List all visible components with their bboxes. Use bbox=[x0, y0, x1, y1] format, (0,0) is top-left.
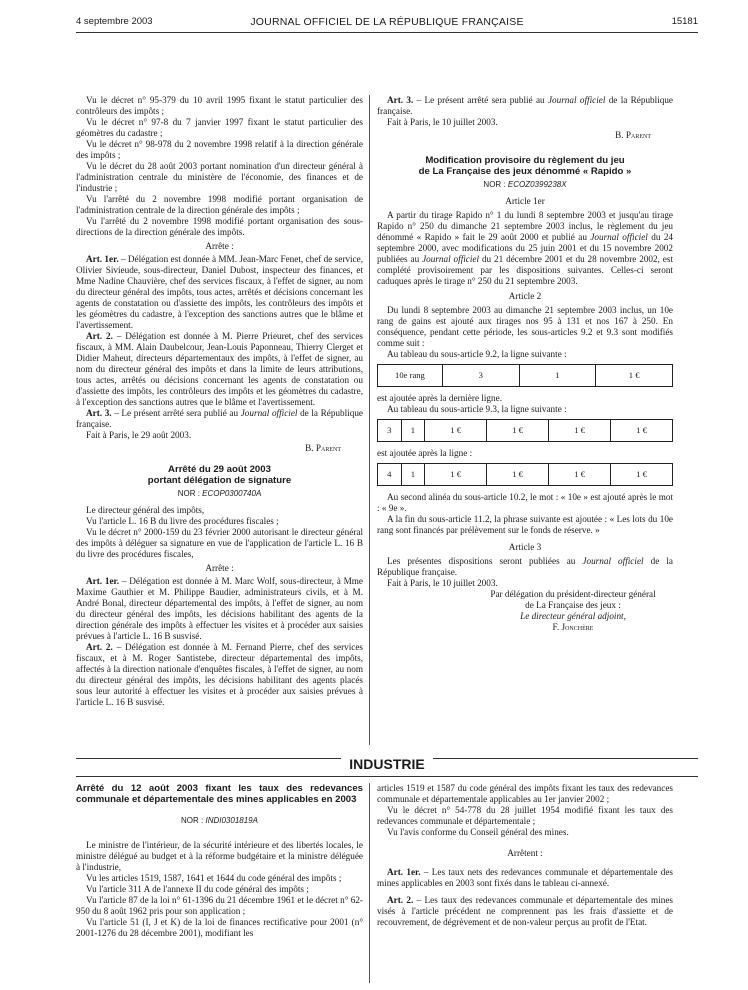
header-page-number: 15181 bbox=[671, 16, 698, 27]
right-column-top bbox=[377, 95, 673, 633]
rapido-article-2: Du lundi 8 septembre 2003 au dimanche 21 septembre 2003 inclus, un 10e rang de gains est ajouté aux tirages nos 95 à 131 et nos 167 à 250. En conséquence, pendant cette période, les sous-articles 9.2 et 9.3 sont modifiés comme suit : bbox=[377, 305, 673, 348]
table-cell: 3 bbox=[442, 365, 519, 387]
table-cell: 1 € bbox=[425, 464, 487, 486]
para-fin: A la fin du sous-article 11.2, la phrase suivante est ajoutée : « Les lots du 10e rang sont financés par prélèvement sur le fonds de réserve. » bbox=[377, 514, 673, 535]
table-cell: 1 € bbox=[425, 420, 487, 442]
visa-2: Vu le décret n° 97-8 du 7 janvier 1997 fixant le statut particulier des géomètres du cadastre ; bbox=[76, 117, 363, 138]
arrete-heading: Arrête : bbox=[205, 241, 234, 251]
delegation-line-1: Par délégation du président-directeur général bbox=[490, 589, 656, 599]
mid-article-2 bbox=[76, 642, 363, 708]
decree-title-line-1: Arrêté du 29 août 2003 bbox=[168, 464, 271, 475]
table-cell: 10e rang bbox=[378, 365, 443, 387]
delegation-line-2: de La Française des jeux : bbox=[525, 600, 621, 610]
industrie-nor-label: NOR : bbox=[181, 816, 206, 825]
article-2-label: Art. 2. bbox=[86, 331, 113, 341]
rapido-article-1-journal-2: Journal officiel bbox=[422, 254, 480, 264]
industrie-title: Arrêté du 12 août 2003 fixant les taux des redevances communale et départementale des mines applicables en 2003 bbox=[76, 783, 363, 805]
signature: B. Parent bbox=[305, 443, 341, 453]
table-1-after: est ajoutée après la dernière ligne. bbox=[377, 393, 502, 403]
rapido-article-3-b: de la République française. bbox=[377, 556, 673, 577]
table-cell: 1 € bbox=[611, 420, 673, 442]
industrie-article-2 bbox=[377, 895, 673, 928]
header-rule bbox=[76, 32, 698, 33]
industrie-para-5: Vu l'article 51 (I, J et K) de la loi de finances rectificative pour 2001 (n° 2001-1276 du 28 décembre 2001), modifiant les bbox=[76, 917, 363, 938]
section-label bbox=[76, 756, 698, 772]
table-cell: 3 bbox=[378, 420, 402, 442]
r-article-3-label: Art. 3. bbox=[387, 95, 414, 105]
r-article-3 bbox=[377, 95, 673, 117]
visas-block bbox=[76, 95, 363, 238]
mid-visa-2: Vu l'article L. 16 B du livre des procédures fiscales ; bbox=[86, 516, 279, 526]
table-cell: 4 bbox=[378, 464, 402, 486]
table-1 bbox=[377, 364, 673, 387]
table-3-row bbox=[378, 464, 673, 486]
section-rule-bottom bbox=[76, 776, 698, 777]
table-2-intro: Au tableau du sous-article 9.3, la ligne suivante : bbox=[387, 404, 567, 414]
table-3 bbox=[377, 463, 673, 486]
mid-article-1-label: Art. 1er. bbox=[86, 576, 120, 586]
delegation-line-3: Le directeur général adjoint, bbox=[520, 611, 626, 621]
visa-1: Vu le décret n° 95-379 du 10 avril 1995 fixant le statut particulier des contrôleurs des impôts ; bbox=[76, 95, 363, 116]
table-cell: 1 bbox=[401, 420, 425, 442]
industrie-nor bbox=[76, 815, 363, 826]
nor-reference bbox=[76, 488, 363, 499]
decree-title-line-2: portant délégation de signature bbox=[147, 475, 292, 486]
rapido-fait: Fait à Paris, le 10 juillet 2003. bbox=[387, 578, 498, 588]
industrie-para-2: Vu les articles 1519, 1587, 1641 et 1644 du code général des impôts ; bbox=[86, 873, 342, 883]
mid-article-2-text: – Délégation est donnée à M. Fernand Pierre, chef des services fiscaux, et à M. Roger Santistebe, directeur départemental des impôts, affectés à la direction nationale d'enquêtes fiscales, à l'effet de signer, au nom du directeur général des impôts, les décisions habilitant des agents placés sous leur autorité à effectuer les visites et à procéder aux saisies prévues à l'article L. 16 B susvisé. bbox=[76, 642, 364, 707]
visa-5: Vu l'arrêté du 2 novembre 1998 modifié portant organisation de l'administration centrale de la direction générale des impôts ; bbox=[76, 194, 363, 215]
article-3-text-b: de la République française. bbox=[76, 408, 363, 429]
rapido-article-3 bbox=[377, 556, 673, 578]
mid-visa-3: Vu le décret n° 2000-159 du 23 février 2000 autorisant le directeur général des impôts à déléguer sa signature en vue de l'application de l'article L. 16 B du livre des procédures fiscales, bbox=[76, 527, 363, 559]
mid-visa-1: Le directeur général des impôts, bbox=[86, 505, 205, 515]
r-fait: Fait à Paris, le 10 juillet 2003. bbox=[387, 117, 498, 127]
industrie-r-para-2: Vu l'avis conforme du Conseil général des mines. bbox=[387, 827, 569, 837]
industrie-para-3: Vu l'article 311 A de l'annexe II du code général des impôts ; bbox=[86, 884, 309, 894]
article-3 bbox=[76, 408, 363, 430]
article-1-heading: Article 1er bbox=[505, 196, 545, 206]
industrie-nor-code: INDI0301819A bbox=[205, 816, 258, 825]
mid-arrete-heading: Arrête : bbox=[205, 563, 234, 573]
industrie-para-cont: articles 1519 et 1587 du code général des impôts fixant les taux des redevances communale et départementale applicables au 1er janvier 2002 ; bbox=[377, 783, 673, 804]
header-journal-title: JOURNAL OFFICIEL DE LA RÉPUBLIQUE FRANÇAISE bbox=[250, 16, 524, 28]
column-divider-bottom bbox=[369, 783, 370, 983]
article-3-heading: Article 3 bbox=[508, 542, 542, 552]
visa-4: Vu le décret du 28 août 2003 portant nomination d'un directeur général à l'administration centrale du ministère de l'économie, des finances et de l'industrie ; bbox=[76, 161, 363, 193]
article-1-text: – Délégation est donnée à MM. Jean-Marc Fenet, chef de service, Olivier Sivieude, sous-directeur, Daniel Dubost, inspecteur des finances, et Mme Nadine Chauvière, chef des services fiscaux, à l'effet de signer, au nom du directeur général des impôts, tous actes, arrêtés et décisions concernant les agents de constatation ou d'assiette des impôts, les contrôleurs des impôts et les géomètres du cadastre, à l'exception des sanctions autres que le blâme et l'avertissement. bbox=[76, 254, 363, 330]
delegation-block bbox=[377, 589, 673, 633]
industrie-article-2-label: Art. 2. bbox=[387, 895, 414, 905]
arretent-heading: Arrêtent : bbox=[507, 848, 543, 858]
industrie-article-1-text: – Les taux nets des redevances communale et départementale des mines applicables en 2003 sont fixés dans le tableau ci-annexé. bbox=[377, 867, 673, 888]
article-3-journal: Journal officiel bbox=[240, 408, 298, 418]
rapido-nor bbox=[377, 179, 673, 190]
rapido-title bbox=[377, 155, 673, 177]
table-1-intro: Au tableau du sous-article 9.2, la ligne suivante : bbox=[387, 349, 567, 359]
article-1-label: Art. 1er. bbox=[86, 254, 119, 264]
article-2-heading: Article 2 bbox=[508, 291, 542, 301]
table-cell: 1 bbox=[519, 365, 596, 387]
visa-3: Vu le décret n° 98-978 du 2 novembre 1998 relatif à la direction générale des impôts ; bbox=[76, 139, 363, 160]
table-2-row bbox=[378, 420, 673, 442]
section-label-text: INDUSTRIE bbox=[341, 756, 432, 772]
mid-article-1 bbox=[76, 576, 363, 642]
industrie-r-para-1: Vu le décret n° 54-778 du 28 juillet 1954 modifié fixant les taux des redevances communale et départementale ; bbox=[377, 805, 673, 826]
r-signature: B. Parent bbox=[615, 130, 651, 140]
rapido-article-1-journal-1: Journal officiel bbox=[590, 232, 648, 242]
industrie-para-1: Le ministre de l'intérieur, de la sécurité intérieure et des libertés locales, le ministre délégué au budget et à la réforme budgétaire et la ministre déléguée à l'industrie, bbox=[76, 840, 363, 872]
page-header bbox=[76, 16, 698, 32]
rapido-signature: F. Jonchère bbox=[552, 622, 594, 632]
mid-article-1-text: – Délégation est donnée à M. Marc Wolf, sous-directeur, à Mme Maxime Gauthier et M. Philippe Baudier, administrateurs civils, et à M. André Bonal, directeur départemental des impôts, à l'effet de signer, au nom du directeur général des impôts, les décisions habilitant des agents de la direction générale des impôts à effectuer les visites et à procéder aux saisies prévues à l'article L. 16 B susvisé. bbox=[76, 576, 363, 641]
rapido-nor-code: ECOZ0399238X bbox=[507, 180, 567, 189]
table-cell: 1 € bbox=[549, 420, 611, 442]
rapido-article-3-a: Les présentes dispositions seront publiées au bbox=[387, 556, 583, 566]
table-cell: 1 € bbox=[596, 365, 673, 387]
fait-a-paris: Fait à Paris, le 29 août 2003. bbox=[86, 430, 192, 440]
rapido-title-line-1: Modification provisoire du règlement du jeu bbox=[425, 155, 625, 166]
header-date: 4 septembre 2003 bbox=[76, 16, 153, 27]
table-2-after: est ajoutée après la ligne : bbox=[377, 448, 473, 458]
industrie-para-4: Vu l'article 87 de la loi n° 61-1396 du 21 décembre 1961 et le décret n° 62-950 du 8 août 1962 pris pour son application ; bbox=[76, 895, 363, 916]
rapido-nor-label: NOR : bbox=[483, 180, 508, 189]
table-2 bbox=[377, 419, 673, 442]
table-cell: 1 € bbox=[487, 420, 549, 442]
table-cell: 1 € bbox=[611, 464, 673, 486]
left-column-top bbox=[76, 95, 363, 708]
rapido-article-1-b: du 24 septembre 2000, avec modifications du 25 juin 2001 et du 15 novembre 2002 publiées au bbox=[377, 232, 674, 264]
table-1-row bbox=[378, 365, 673, 387]
article-2-text: – Délégation est donnée à M. Pierre Prieuret, chef des services fiscaux, à MM. Alain Daubelcour, Jean-Louis Paponneau, Thierry Clerget et Didier Maheut, directeurs départementaux des impôts, à l'effet de signer, au nom du directeur général des impôts et dans la limite de leurs attributions, tous actes, arrêtés ou décisions concernant les agents de constatation ou d'assiette des impôts, les contrôleurs des impôts et les géomètres du cadastre, à l'exception des sanctions autres que le blâme et l'avertissement. bbox=[76, 331, 363, 407]
r-article-3-text-b: de la République française. bbox=[377, 95, 673, 116]
rapido-article-1 bbox=[377, 210, 673, 287]
r-article-3-text-a: – Le présent arrêté sera publié au bbox=[413, 95, 548, 105]
table-cell: 1 € bbox=[487, 464, 549, 486]
para-alinea: Au second alinéa du sous-article 10.2, le mot : « 10e » est ajouté après le mot : « 9e ». bbox=[377, 492, 673, 513]
section-industrie bbox=[76, 752, 698, 782]
industrie-article-1-label: Art. 1er. bbox=[387, 867, 421, 877]
industrie-article-2-text: – Les taux des redevances communale et départementale des mines visés à l'article précédent ne comprennent pas les frais d'assiette et de recouvrement, de dégrèvement et de non-valeur perçus au profit de l'Etat. bbox=[377, 895, 673, 927]
article-2 bbox=[76, 331, 363, 408]
article-1 bbox=[76, 254, 363, 331]
nor-label: NOR : bbox=[177, 489, 203, 498]
table-cell: 1 € bbox=[549, 464, 611, 486]
rapido-title-line-2: de La Française des jeux dénommé « Rapido » bbox=[418, 166, 632, 177]
rapido-article-3-journal: Journal officiel bbox=[582, 556, 644, 566]
table-cell: 1 bbox=[401, 464, 425, 486]
rapido-article-1-c: du 21 décembre 2001 et du 28 novembre 2002, est complété provisoirement par les dispositions suivantes. Celles-ci seront caduques après le tirage n° 250 du 21 septembre 2003. bbox=[377, 254, 674, 286]
rapido-article-1-a: A partir du tirage Rapido n° 1 du lundi 8 septembre 2003 et jusqu'au tirage Rapido n° 250 du dimanche 21 septembre 2003 inclus, le règlement du jeu dénommé « Rapido » fait le 29 août 2000 et publié au bbox=[377, 210, 673, 242]
article-3-text-a: – Le présent arrêté sera publié au bbox=[111, 408, 241, 418]
right-column-bottom bbox=[377, 783, 673, 928]
left-column-bottom bbox=[76, 783, 363, 939]
visa-6: Vu l'arrêté du 2 novembre 1998 modifié portant organisation des sous-directions de la direction générale des impôts. bbox=[76, 216, 363, 237]
article-3-label: Art. 3. bbox=[86, 408, 112, 418]
r-article-3-journal: Journal officiel bbox=[547, 95, 606, 105]
mid-article-2-label: Art. 2. bbox=[86, 642, 113, 652]
decree-title bbox=[76, 464, 363, 486]
column-divider-top bbox=[369, 95, 370, 745]
industrie-article-1 bbox=[377, 867, 673, 889]
nor-code: ECOP0300740A bbox=[202, 489, 262, 498]
